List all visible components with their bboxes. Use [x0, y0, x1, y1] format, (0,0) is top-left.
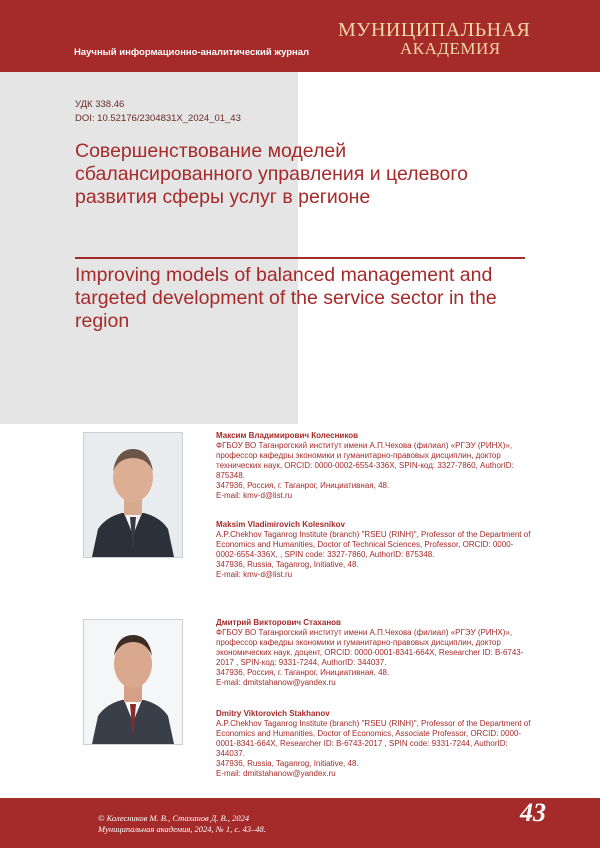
page-number: 43 — [520, 798, 546, 827]
article-title-en: Improving models of balanced management and targeted development of the service sector in the region — [75, 264, 497, 332]
journal-logo — [338, 19, 531, 63]
author-name: Maksim Vladimirovich Kolesnikov — [216, 520, 345, 529]
title-divider — [75, 257, 525, 259]
author-block-ru-2 — [216, 618, 531, 688]
article-title-ru: Совершенствование моделей сбалансированного управления и целевого развития сферы услуг в регионе — [75, 140, 468, 208]
author-block-en-1 — [216, 520, 531, 580]
article-meta — [75, 98, 241, 126]
author-email[interactable]: E-mail: dmitstahanow@yandex.ru — [216, 678, 336, 687]
author-address: 347936, Россия, г. Таганрог, Инициативная, 48. — [216, 481, 390, 490]
author-address: 347936, Russia, Taganrog, Initiative, 48. — [216, 560, 359, 569]
author-email[interactable]: E-mail: dmitstahanow@yandex.ru — [216, 769, 336, 778]
author-affiliation: ФГБОУ ВО Таганрогский институт имени А.П.Чехова (филиал) «РГЭУ (РИНХ)», профессор кафедры экономики и гуманитарно-правовых дисциплин, доктор технических наук, ORCID: 0000-0002-6554-336X, SPIN-код: 3327-7860, AuthorID: 875348. — [216, 441, 514, 480]
author-photo-kolesnikov — [83, 432, 183, 558]
footer-bar — [0, 798, 600, 848]
author-affiliation: A.P.Chekhov Taganrog Institute (branch) "RSEU (RINH)", Professor of the Department of Economics and Humanities, Doctor of Technical Sciences, Professor, ORCID: 0000-0002-6554-336X, , SPIN code: 3327-7860, AuthorID: 875348. — [216, 530, 531, 559]
author-address: 347936, Россия, г. Таганрог, Инициативная, 48. — [216, 668, 390, 677]
author-block-ru-1 — [216, 431, 531, 501]
logo-line-1: МУНИЦИПАЛЬНАЯ — [338, 19, 531, 41]
udk-code: УДК 338.46 — [75, 99, 125, 110]
journal-tagline: Научный информационно-аналитический журнал — [74, 47, 310, 58]
author-affiliation: A.P.Chekhov Taganrog Institute (branch) "RSEU (RINH)", Professor of the Department of Economics and Humanities, Doctor of Economics, Associate Professor, ORCID: 0000-0001-8341-664X, Researcher ID: B-6743-2017 , SPIN code: 9331-7244, AuthorID: 344037. — [216, 719, 531, 758]
author-name: Максим Владимирович Колесников — [216, 431, 359, 440]
copyright-line: © Колесников М. В., Стаханов Д. В., 2024 — [98, 813, 250, 823]
author-email[interactable]: E-mail: kmv-d@list.ru — [216, 491, 293, 500]
doi-code: DOI: 10.52176/2304831X_2024_01_43 — [75, 113, 241, 124]
footer-citation — [98, 813, 266, 835]
author-photo-stakhanov — [83, 619, 183, 745]
author-address: 347936, Russia, Taganrog, Initiative, 48. — [216, 759, 359, 768]
author-email[interactable]: E-mail: kmv-d@list.ru — [216, 570, 293, 579]
author-affiliation: ФГБОУ ВО Таганрогский институт имени А.П.Чехова (филиал) «РГЭУ (РИНХ)», профессор кафедры экономики и гуманитарно-правовых дисциплин, доктор экономических наук, доцент, ORCID: 0000-0001-8341-664X, Researcher ID: B-6743-2017 , SPIN-код: 9331-7244, AuthorID: 344037. — [216, 628, 524, 667]
author-name: Дмитрий Викторович Стаханов — [216, 618, 341, 627]
citation-line: Муниципальная академия, 2024, № 1, с. 43–48. — [98, 824, 266, 834]
logo-line-2: АКАДЕМИЯ — [400, 39, 501, 58]
author-name: Dmitry Viktorovich Stakhanov — [216, 709, 330, 718]
author-block-en-2 — [216, 709, 531, 779]
